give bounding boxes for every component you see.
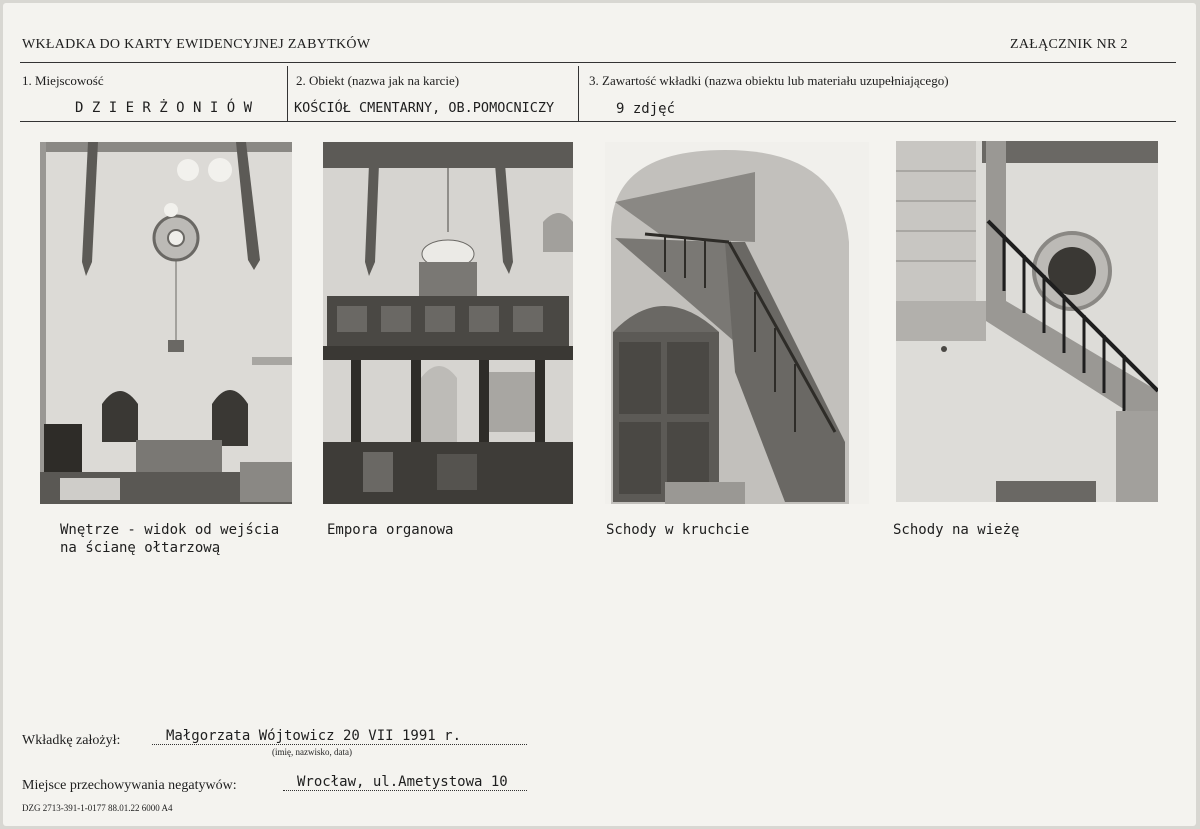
- caption-line: Schody na wieżę: [893, 522, 1020, 538]
- field-divider: [578, 66, 579, 122]
- founder-dotted-line: [152, 744, 527, 745]
- caption-line: Wnętrze - widok od wejścia: [60, 522, 280, 538]
- locality-label: 1. Miejscowość: [22, 73, 104, 88]
- form-title: WKŁADKA DO KARTY EWIDENCYJNEJ ZABYTKÓW: [22, 37, 371, 52]
- fields-rule: [20, 121, 1176, 122]
- storage-dotted-line: [283, 790, 527, 791]
- photo-caption: [606, 521, 749, 539]
- photo-tower-stairs: [896, 141, 1158, 502]
- founder-label: Wkładkę założył:: [22, 733, 121, 748]
- locality-value: D Z I E R Ż O N I Ó W: [75, 100, 253, 116]
- photo-interior: [40, 142, 292, 504]
- object-value: KOŚCIÓŁ CMENTARNY, OB.POMOCNICZY: [294, 100, 555, 116]
- print-code: DZG 2713-391-1-0177 88.01.22 6000 A4: [22, 803, 173, 813]
- photo-caption: [327, 521, 453, 539]
- caption-line: na ścianę ołtarzową: [60, 540, 221, 556]
- photo-caption: [60, 521, 279, 557]
- photo-organ-gallery: [323, 142, 573, 504]
- object-label: 2. Obiekt (nazwa jak na karcie): [296, 73, 460, 88]
- contents-value: 9 zdjęć: [616, 101, 676, 117]
- storage-label: Miejsce przechowywania negatywów:: [22, 778, 237, 793]
- storage-value: Wrocław, ul.Ametystowa 10: [297, 774, 508, 790]
- founder-value: Małgorzata Wójtowicz 20 VII 1991 r.: [166, 728, 462, 744]
- photo-caption: [893, 521, 1019, 539]
- field-divider: [287, 66, 288, 122]
- caption-line: Schody w kruchcie: [606, 522, 750, 538]
- photo-porch-stairs: [605, 142, 869, 504]
- contents-label: 3. Zawartość wkładki (nazwa obiektu lub materiału uzupełniającego): [589, 73, 949, 88]
- header-rule: [20, 62, 1176, 63]
- attachment-number: ZAŁĄCZNIK NR 2: [1010, 37, 1128, 52]
- caption-line: Empora organowa: [327, 522, 454, 538]
- founder-hint: (imię, nazwisko, data): [272, 747, 352, 757]
